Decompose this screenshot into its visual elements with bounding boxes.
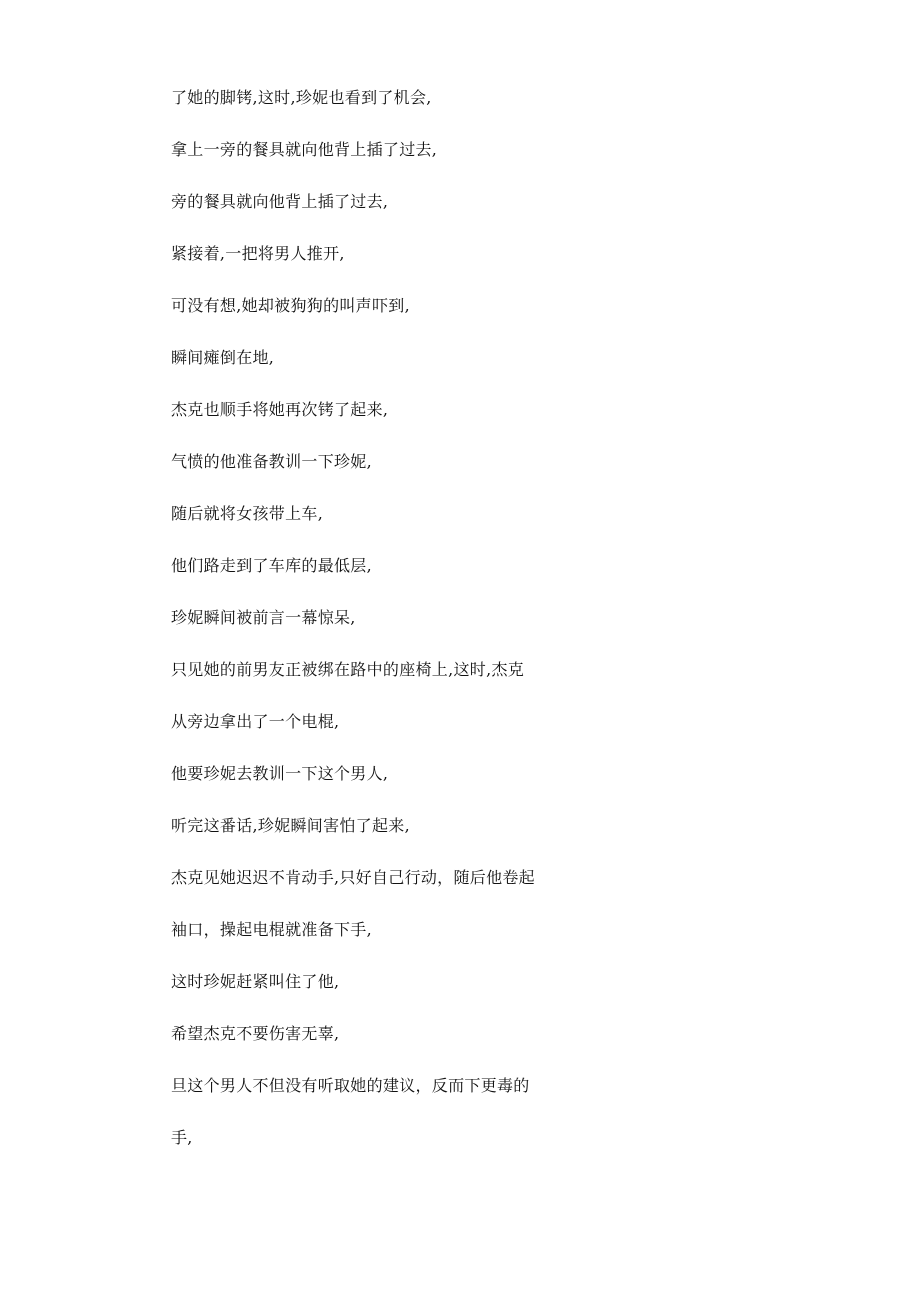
text-line: 了她的脚铐,这时,珍妮也看到了机会, — [171, 88, 432, 107]
text-line: 手, — [171, 1128, 193, 1147]
text-line: 听完这番话,珍妮瞬间害怕了起来, — [171, 816, 410, 835]
text-line: 希望杰克不要伤害无辜, — [171, 1024, 340, 1043]
text-line: 旦这个男人不但没有听取她的建议，反而下更毒的 — [171, 1076, 530, 1095]
text-line: 珍妮瞬间被前言一幕惊呆, — [171, 608, 356, 627]
text-line: 他要珍妮去教训一下这个男人, — [171, 764, 389, 783]
text-line: 随后就将女孩带上车, — [171, 504, 324, 523]
text-line: 从旁边拿出了一个电棍, — [171, 712, 340, 731]
text-line: 紧接着,一把将男人推开, — [171, 244, 345, 263]
text-line: 气愤的他准备教训一下珍妮, — [171, 452, 372, 471]
text-line: 这时珍妮赶紧叫住了他, — [171, 972, 340, 991]
text-line: 杰克也顺手将她再次铐了起来, — [171, 400, 389, 419]
text-line: 杰克见她迟迟不肯动手,只好自己行动，随后他卷起 — [171, 868, 535, 887]
text-line: 只见她的前男友正被绑在路中的座椅上,这时,杰克 — [171, 660, 525, 679]
document-body — [171, 86, 571, 1178]
text-line: 可没有想,她却被狗狗的叫声吓到, — [171, 296, 410, 315]
text-line: 拿上一旁的餐具就向他背上插了过去, — [171, 140, 438, 159]
text-line: 袖口，操起电棍就准备下手, — [171, 920, 372, 939]
text-line: 瞬间瘫倒在地, — [171, 348, 275, 367]
text-line: 他们路走到了车库的最低层, — [171, 556, 372, 575]
text-line: 旁的餐具就向他背上插了过去, — [171, 192, 389, 211]
